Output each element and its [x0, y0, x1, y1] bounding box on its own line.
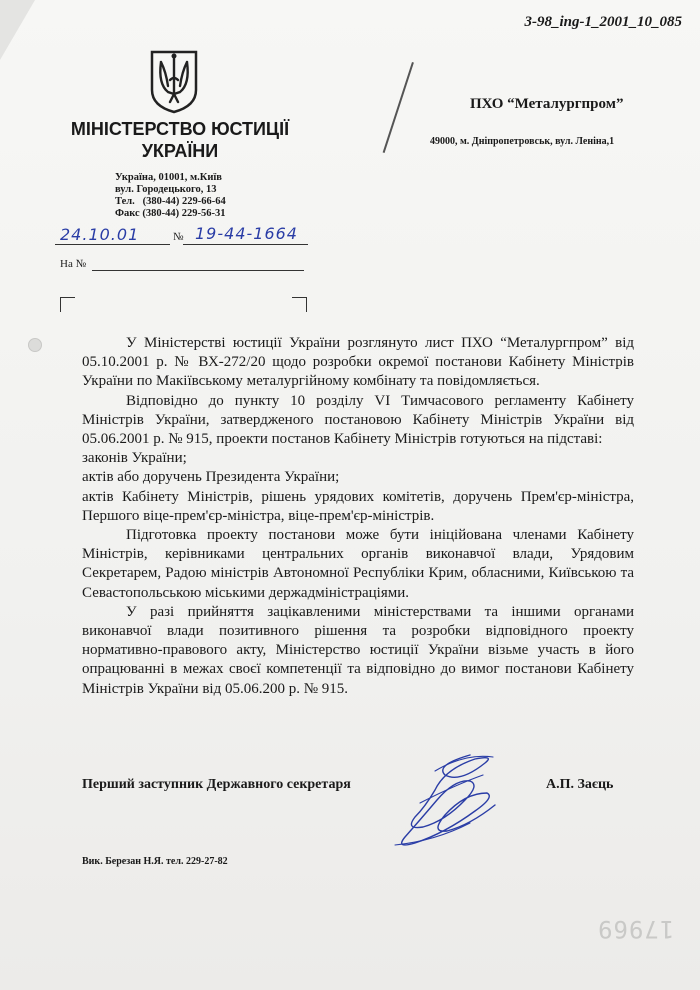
recipient-address: 49000, м. Дніпропетровськ, вул. Леніна,1 — [430, 136, 615, 147]
paragraph: У Міністерстві юстиції України розглянуто лист ПХО “Металургпром” від 05.10.2001 р. № ВХ-272/20 щодо розробки окремої постанови Кабінету Міністрів України по Макіївському металургійному комбінату та повідомляється. — [82, 335, 634, 390]
handwritten-signature-icon — [375, 745, 535, 855]
executor-info: Вик. Березан Н.Я. тел. 229-27-82 — [82, 856, 228, 867]
signatory-name: А.П. Заєць — [546, 777, 614, 792]
address-bracket-right — [292, 297, 307, 312]
document-id: 3-98_ing-1_2001_10_085 — [524, 14, 682, 30]
reply-to-underline — [92, 270, 304, 271]
number-underline — [183, 244, 308, 245]
sender-address — [115, 172, 226, 220]
reply-to-label: На № — [60, 258, 87, 270]
list-item: законів України; — [82, 450, 187, 467]
paragraph: Відповідно до пункту 10 розділу VI Тимчасового регламенту Кабінету Міністрів України, затвердженого постановою Кабінету Міністрів України від 05.06.2001 р. № 915, проекти постанов Кабінету Міністрів готуються на підставі: — [82, 392, 634, 448]
registration-stamp-number: 17969 — [597, 915, 675, 943]
address-bracket-left — [60, 297, 75, 312]
trident-coat-of-arms-icon — [148, 50, 200, 114]
ministry-line-2: УКРАЇНИ — [141, 141, 219, 161]
decorative-slash — [383, 62, 414, 153]
date-underline — [55, 244, 170, 245]
recipient-name: ПХО “Металургпром” — [470, 96, 624, 112]
signatory-title: Перший заступник Державного секретаря — [82, 777, 351, 792]
paragraph: Підготовка проекту постанови може бути ініційована членами Кабінету Міністрів, керівниками центральних органів виконавчої влади, Урядовим Секретарем, Радою міністрів Автономної Республіки Крим, обласними, Київською та Севастопольською міськими держадміністраціями. — [82, 527, 634, 601]
ministry-name — [55, 118, 305, 162]
sender-address-line: Тел. (380-44) 229-66-64 — [115, 196, 226, 207]
punch-hole — [28, 338, 42, 352]
sender-address-line: Україна, 01001, м.Київ — [115, 172, 222, 183]
sender-address-line: вул. Городецького, 13 — [115, 184, 217, 195]
paragraph: У разі прийняття зацікавленими міністерствами та іншими органами виконавчої влади позитивного рішення та розробки відповідного проекту нормативно-правового акту, Міністерство юстиції України візьме участь в його опрацюванні в межах своєї компетенції та відповідно до вимог постанови Кабінету Міністрів України від 05.06.200 р. № 915. — [82, 603, 634, 697]
sender-address-line: Факс (380-44) 229-56-31 — [115, 208, 226, 219]
outgoing-number: 19-44-1664 — [195, 224, 298, 243]
number-label: № — [173, 231, 184, 243]
outgoing-date: 24.10.01 — [60, 225, 140, 244]
ministry-line-1: МІНІСТЕРСТВО ЮСТИЦІЇ — [70, 119, 290, 139]
page-corner-fold — [0, 0, 35, 60]
list-item: актів Кабінету Міністрів, рішень урядових комітетів, доручень Прем'єр-міністра, Першого віце-прем'єр-міністра, віце-прем'єр-міністрів. — [82, 488, 634, 524]
letter-body — [82, 334, 634, 699]
list-item: актів або доручень Президента України; — [82, 469, 340, 486]
